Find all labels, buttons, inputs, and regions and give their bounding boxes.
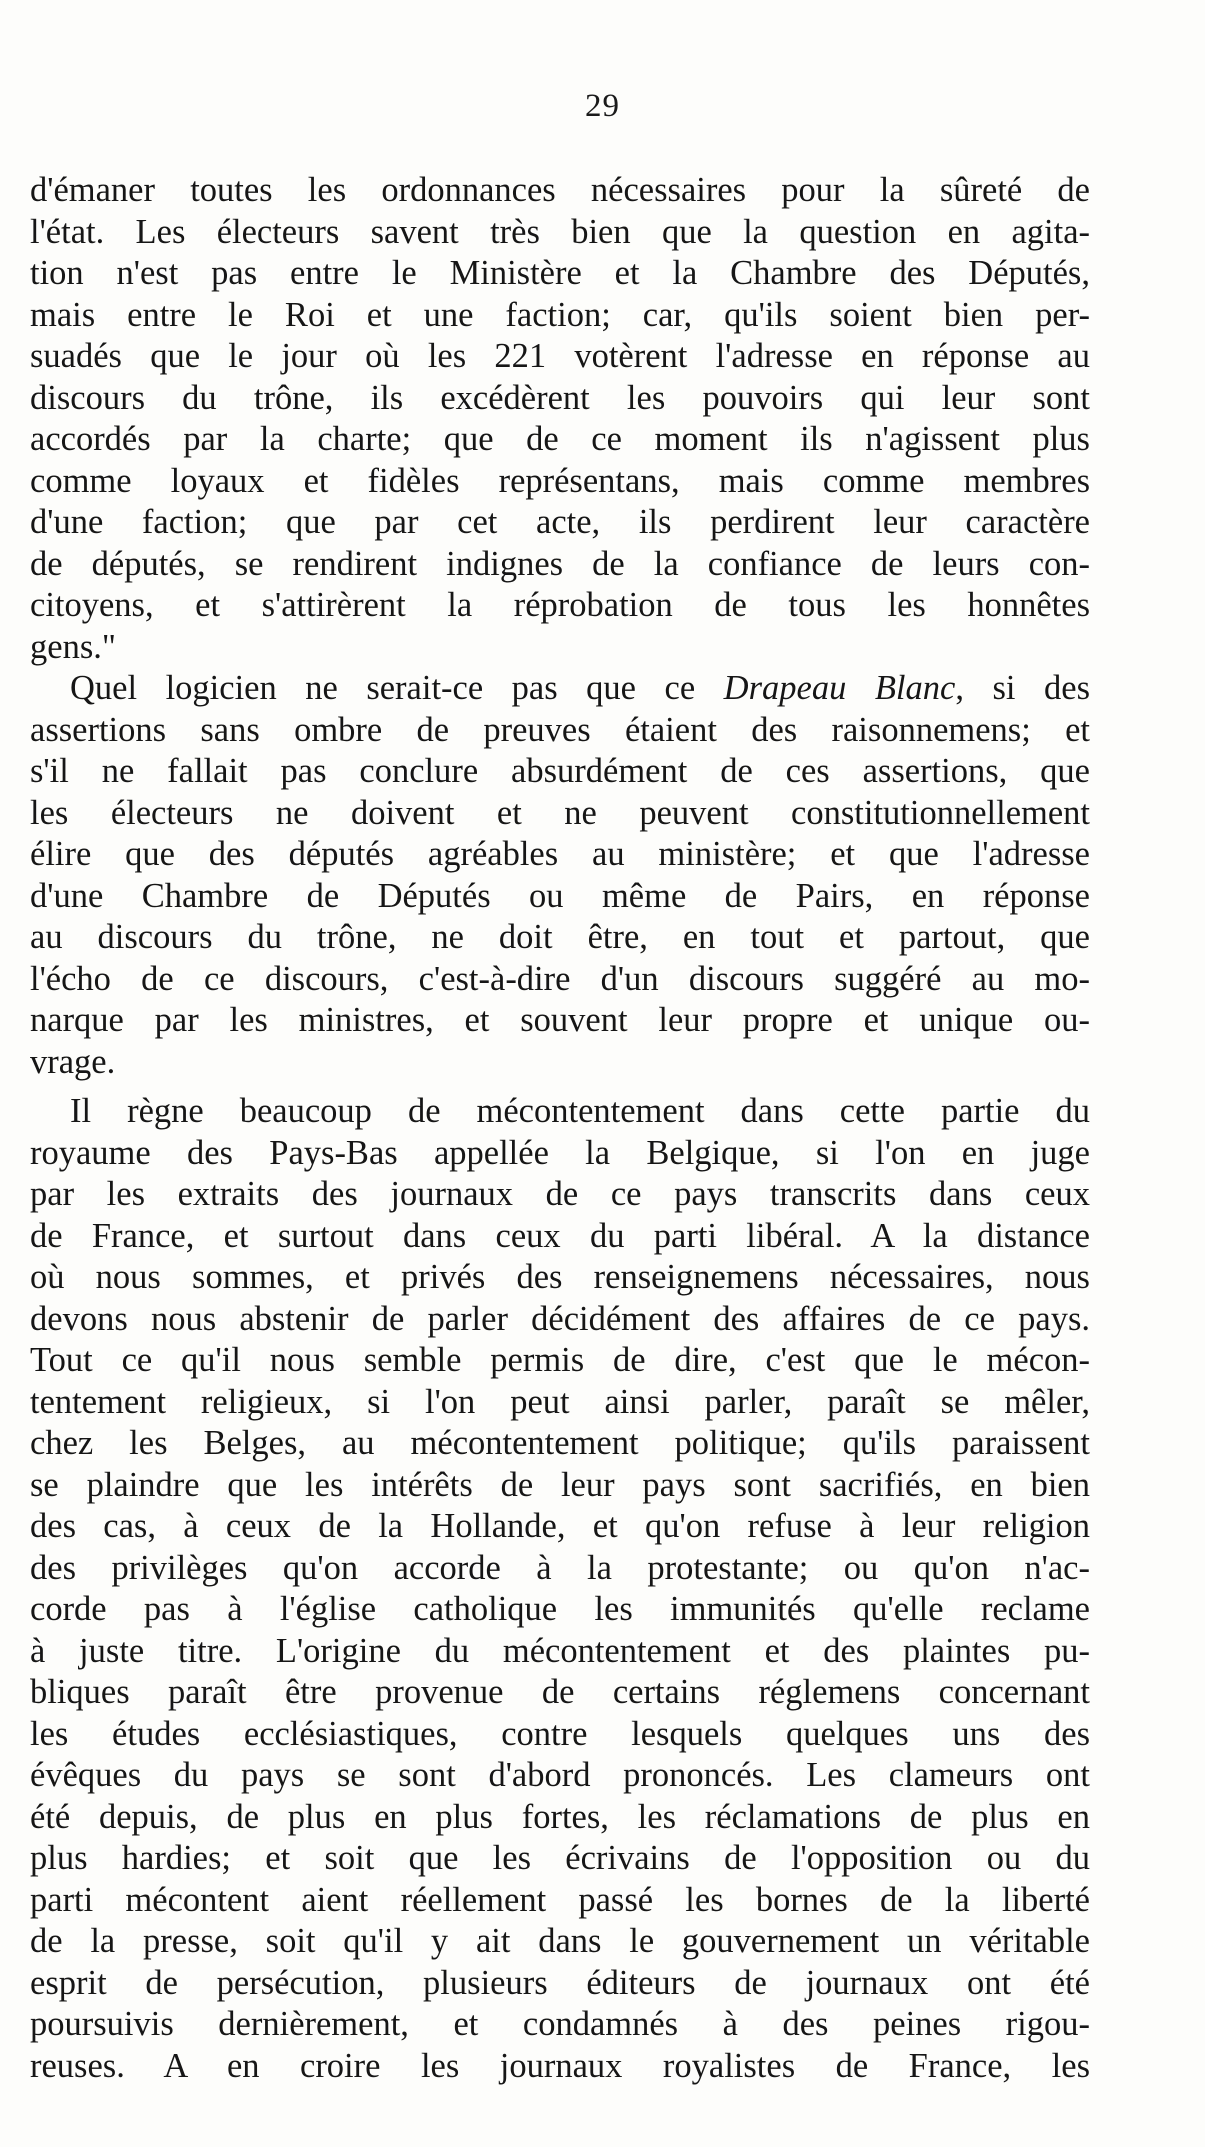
- text-line: assertions sans ombre de preuves étaient des raisonnemens; et: [30, 710, 1090, 749]
- text-line: par les extraits des journaux de ce pays transcrits dans ceux: [30, 1175, 1090, 1213]
- text-line: été depuis, de plus en plus fortes, les réclamations de plus en: [30, 1797, 1090, 1836]
- text-line: poursuivis dernièrement, et condamnés à des peines rigou-: [30, 2005, 1090, 2043]
- paragraph-3: [30, 1091, 1090, 2087]
- text-line: royaume des Pays-Bas appellée la Belgique, si l'on en juge: [30, 1133, 1090, 1172]
- text-line: de France, et surtout dans ceux du parti libéral. A la distance: [30, 1216, 1090, 1255]
- text-line: des privilèges qu'on accorde à la protestante; ou qu'on n'ac-: [30, 1548, 1090, 1587]
- text-line: tion n'est pas entre le Ministère et la Chambre des Députés,: [30, 254, 1090, 292]
- text-line: d'émaner toutes les ordonnances nécessaires pour la sûreté de: [30, 171, 1090, 209]
- text-line: se plaindre que les intérêts de leur pays sont sacrifiés, en bien: [30, 1465, 1090, 1504]
- text-line: d'une Chambre de Députés ou même de Pairs, en réponse: [30, 876, 1090, 915]
- text-line: évêques du pays se sont d'abord prononcés. Les clameurs ont: [30, 1756, 1090, 1794]
- body-text: [30, 170, 1090, 2087]
- paragraph-2: [30, 668, 1090, 1083]
- paragraph-gap: [30, 1083, 1090, 1091]
- text-line: Tout ce qu'il nous semble permis de dire, c'est que le mécon-: [30, 1341, 1090, 1379]
- text-line: plus hardies; et soit que les écrivains de l'opposition ou du: [30, 1839, 1090, 1877]
- text-line: gens.": [30, 627, 116, 666]
- page-number: 29: [585, 88, 620, 124]
- text-line: Il règne beaucoup de mécontentement dans cette partie du: [70, 1092, 1090, 1130]
- text-line: narque par les ministres, et souvent leur propre et unique ou-: [30, 1001, 1090, 1039]
- text-line: mais entre le Roi et une faction; car, qu'ils soient bien per-: [30, 295, 1090, 334]
- text-line: corde pas à l'église catholique les immunités qu'elle reclame: [30, 1590, 1090, 1628]
- text-line: parti mécontent aient réellement passé les bornes de la liberté: [30, 1880, 1090, 1919]
- text-line: chez les Belges, au mécontentement politique; qu'ils paraissent: [30, 1424, 1090, 1462]
- text-line: suadés que le jour où les 221 votèrent l'adresse en réponse au: [30, 337, 1090, 375]
- text-line: Quel logicien ne serait-ce pas que ce Drapeau Blanc, si des: [70, 669, 1090, 707]
- text-line: bliques paraît être provenue de certains réglemens concernant: [30, 1673, 1090, 1711]
- text-line: accordés par la charte; que de ce moment ils n'agissent plus: [30, 420, 1090, 458]
- text-line: l'état. Les électeurs savent très bien que la question en agita-: [30, 212, 1090, 251]
- italic-title: Drapeau Blanc: [723, 669, 956, 707]
- text-line: citoyens, et s'attirèrent la réprobation de tous les honnêtes: [30, 586, 1090, 624]
- paragraph-1: [30, 170, 1090, 668]
- text-line: à juste titre. L'origine du mécontentement et des plaintes pu-: [30, 1631, 1090, 1670]
- text-line: tentement religieux, si l'on peut ainsi parler, paraît se mêler,: [30, 1382, 1090, 1421]
- text-line: l'écho de ce discours, c'est-à-dire d'un discours suggéré au mo-: [30, 959, 1090, 998]
- text-line: s'il ne fallait pas conclure absurdément de ces assertions, que: [30, 752, 1090, 790]
- text-line: les électeurs ne doivent et ne peuvent constitutionnellement: [30, 793, 1090, 832]
- text-line: au discours du trône, ne doit être, en tout et partout, que: [30, 918, 1090, 956]
- text-line: reuses. A en croire les journaux royalistes de France, les: [30, 2046, 1090, 2085]
- text-line: esprit de persécution, plusieurs éditeurs de journaux ont été: [30, 1963, 1090, 2002]
- text-line: de la presse, soit qu'il y ait dans le gouvernement un véritable: [30, 1922, 1090, 1960]
- text-line: d'une faction; que par cet acte, ils perdirent leur caractère: [30, 503, 1090, 541]
- text-line: les études ecclésiastiques, contre lesquels quelques uns des: [30, 1714, 1090, 1753]
- text-line: devons nous abstenir de parler décidément des affaires de ce pays.: [30, 1299, 1090, 1338]
- text-line: vrage.: [30, 1042, 116, 1081]
- text-line: où nous sommes, et privés des renseignemens nécessaires, nous: [30, 1258, 1090, 1296]
- text-line: des cas, à ceux de la Hollande, et qu'on refuse à leur religion: [30, 1507, 1090, 1545]
- text-line: discours du trône, ils excédèrent les pouvoirs qui leur sont: [30, 378, 1090, 417]
- text-line: élire que des députés agréables au ministère; et que l'adresse: [30, 835, 1090, 873]
- text-line: de députés, se rendirent indignes de la confiance de leurs con-: [30, 544, 1090, 583]
- text-line: comme loyaux et fidèles représentans, mais comme membres: [30, 461, 1090, 500]
